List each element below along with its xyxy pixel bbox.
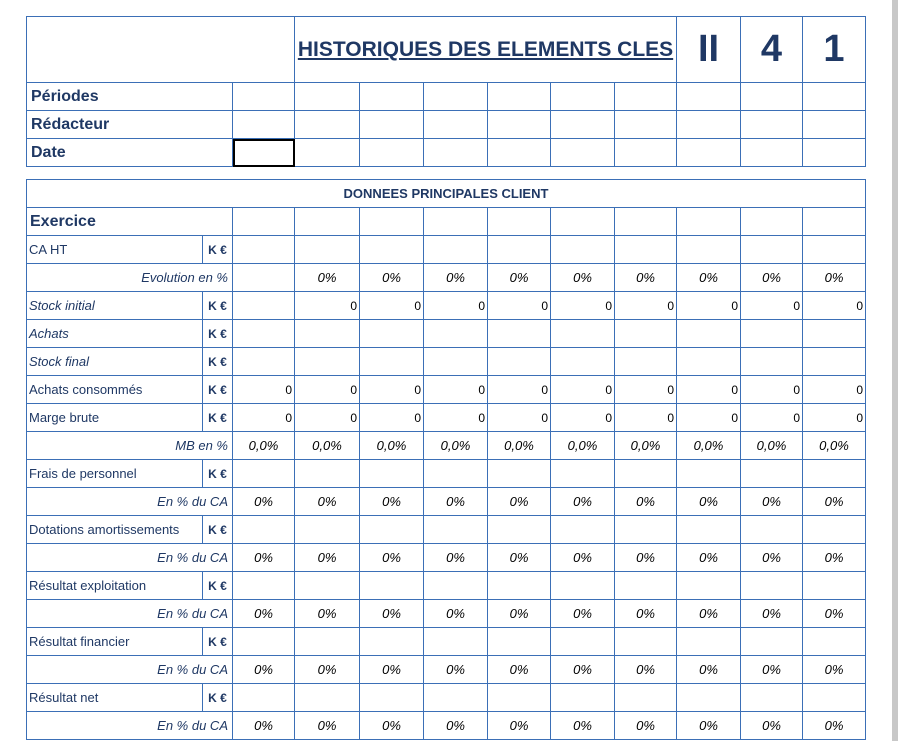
value-cell[interactable]: 0% [677,656,741,684]
value-cell[interactable] [677,572,741,600]
value-cell[interactable]: 0,0% [233,432,295,460]
value-cell[interactable] [615,572,677,600]
cell[interactable] [741,208,803,236]
cell[interactable] [677,111,741,139]
value-cell[interactable]: 0% [551,656,615,684]
row-periodes [27,83,866,111]
cell[interactable] [615,139,677,167]
date-label: Date [27,139,233,167]
value-cell[interactable]: 0,0% [424,432,488,460]
value-cell[interactable]: 0 [677,376,741,404]
value-cell[interactable] [551,684,615,712]
value-cell[interactable]: 0 [233,404,295,432]
value-cell[interactable]: 0,0% [360,432,424,460]
row-dotations [27,516,866,544]
value-cell[interactable] [803,320,866,348]
value-cell[interactable] [677,236,741,264]
value-cell[interactable]: 0% [233,600,295,628]
value-cell[interactable] [360,628,424,656]
value-cell[interactable] [488,684,551,712]
value-cell[interactable] [295,320,360,348]
value-cell[interactable]: 0% [803,488,866,516]
value-cell[interactable] [677,684,741,712]
value-cell[interactable] [741,684,803,712]
value-cell[interactable]: 0 [233,376,295,404]
row-ca-ht [27,236,866,264]
unit-label: K € [203,320,233,348]
value-cell[interactable] [615,236,677,264]
value-cell[interactable]: 0% [424,712,488,740]
value-cell[interactable] [488,572,551,600]
value-cell[interactable]: 0% [488,488,551,516]
value-cell[interactable]: 0 [360,292,424,320]
unit-label: K € [203,460,233,488]
value-cell[interactable]: 0% [551,488,615,516]
vertical-scrollbar[interactable] [892,0,898,741]
value-cell[interactable] [424,628,488,656]
unit-label: K € [203,292,233,320]
cell[interactable] [677,83,741,111]
value-cell[interactable]: 0% [551,544,615,572]
row-financier-pct [27,656,866,684]
value-cell[interactable]: 0% [677,600,741,628]
code-cell-2: 4 [741,17,803,83]
value-cell[interactable] [295,460,360,488]
value-cell[interactable]: 0 [803,376,866,404]
value-cell[interactable] [741,320,803,348]
value-cell[interactable]: 0 [677,292,741,320]
value-cell[interactable]: 0% [677,488,741,516]
value-cell[interactable] [677,348,741,376]
value-cell[interactable]: 0 [360,376,424,404]
cell[interactable] [803,83,866,111]
cell[interactable] [677,139,741,167]
row-label: Frais de personnel [27,460,203,488]
row-evolution [27,264,866,292]
value-cell[interactable]: 0% [551,600,615,628]
unit-label: K € [203,348,233,376]
value-cell[interactable] [615,516,677,544]
value-cell[interactable]: 0% [233,544,295,572]
value-cell[interactable]: 0% [360,656,424,684]
cell[interactable] [551,139,615,167]
value-cell[interactable]: 0 [295,376,360,404]
value-cell[interactable]: 0% [424,544,488,572]
value-cell[interactable]: 0 [295,292,360,320]
value-cell[interactable] [360,572,424,600]
value-cell[interactable] [803,684,866,712]
unit-label: K € [203,404,233,432]
value-cell[interactable] [360,236,424,264]
value-cell[interactable]: 0% [360,712,424,740]
value-cell[interactable] [741,236,803,264]
cell[interactable] [424,111,488,139]
header-table [26,16,866,167]
value-cell[interactable] [233,460,295,488]
value-cell[interactable]: 0% [488,656,551,684]
value-cell[interactable] [295,236,360,264]
header-blank-cell[interactable] [27,17,295,83]
cell[interactable] [615,111,677,139]
value-cell[interactable] [424,572,488,600]
client-data-table [26,179,866,740]
value-cell[interactable]: 0 [615,292,677,320]
value-cell[interactable]: 0% [360,544,424,572]
section-title: DONNEES PRINCIPALES CLIENT [27,180,866,208]
row-achats [27,320,866,348]
value-cell[interactable] [615,320,677,348]
value-cell[interactable]: 0% [677,712,741,740]
cell[interactable] [741,139,803,167]
value-cell[interactable]: 0 [803,292,866,320]
value-cell[interactable]: 0% [615,656,677,684]
row-resultat-exploitation [27,572,866,600]
value-cell[interactable]: 0% [803,712,866,740]
row-achats-consommes [27,376,866,404]
cell[interactable] [741,111,803,139]
row-redacteur [27,111,866,139]
value-cell[interactable]: 0 [551,292,615,320]
value-cell[interactable]: 0% [615,712,677,740]
value-cell[interactable] [803,516,866,544]
value-cell[interactable] [295,572,360,600]
value-cell[interactable] [360,460,424,488]
value-cell[interactable] [233,292,295,320]
value-cell[interactable]: 0% [424,488,488,516]
cell[interactable] [233,83,295,111]
unit-label: K € [203,684,233,712]
row-label: Marge brute [27,404,203,432]
value-cell[interactable] [233,320,295,348]
value-cell[interactable] [424,460,488,488]
value-cell[interactable] [741,628,803,656]
row-stock-final [27,348,866,376]
value-cell[interactable] [803,460,866,488]
value-cell[interactable]: 0% [233,488,295,516]
cell[interactable] [488,83,551,111]
value-cell[interactable] [677,628,741,656]
cell[interactable] [360,208,424,236]
cell[interactable] [295,111,360,139]
value-cell[interactable] [488,320,551,348]
value-cell[interactable] [615,684,677,712]
value-cell[interactable] [360,684,424,712]
value-cell[interactable]: 0% [803,544,866,572]
value-cell[interactable]: 0% [488,264,551,292]
cell[interactable] [360,83,424,111]
value-cell[interactable]: 0,0% [551,432,615,460]
value-cell[interactable] [233,628,295,656]
cell[interactable] [677,208,741,236]
value-cell[interactable]: 0% [295,488,360,516]
cell[interactable] [551,111,615,139]
value-cell[interactable]: 0,0% [803,432,866,460]
value-cell[interactable] [488,628,551,656]
value-cell[interactable]: 0 [360,404,424,432]
value-cell[interactable] [803,628,866,656]
value-cell[interactable]: 0,0% [677,432,741,460]
row-dotations-pct [27,544,866,572]
value-cell[interactable] [360,320,424,348]
value-cell[interactable] [233,348,295,376]
row-label: Achats [27,320,203,348]
value-cell[interactable] [803,348,866,376]
value-cell[interactable] [424,348,488,376]
value-cell[interactable]: 0% [803,656,866,684]
value-cell[interactable]: 0 [803,404,866,432]
row-label: Résultat net [27,684,203,712]
value-cell[interactable]: 0% [295,600,360,628]
unit-label: K € [203,376,233,404]
row-label: Résultat exploitation [27,572,203,600]
value-cell[interactable]: 0 [551,376,615,404]
value-cell[interactable]: 0,0% [741,432,803,460]
value-cell[interactable]: 0% [741,600,803,628]
value-cell[interactable]: 0% [615,544,677,572]
value-cell[interactable] [295,348,360,376]
value-cell[interactable]: 0 [615,376,677,404]
row-net-pct [27,712,866,740]
cell[interactable] [424,139,488,167]
value-cell[interactable]: 0 [741,292,803,320]
value-cell[interactable] [424,320,488,348]
value-cell[interactable]: 0% [615,488,677,516]
value-cell[interactable] [233,572,295,600]
cell[interactable] [741,83,803,111]
cell[interactable] [615,208,677,236]
value-cell[interactable]: 0% [360,488,424,516]
row-marge-brute [27,404,866,432]
unit-label: K € [203,236,233,264]
cell[interactable] [233,208,295,236]
value-cell[interactable]: 0% [741,264,803,292]
exercice-label: Exercice [27,208,233,236]
value-cell[interactable]: 0% [741,544,803,572]
unit-label: K € [203,516,233,544]
cell[interactable] [295,83,360,111]
value-cell[interactable] [551,320,615,348]
row-mb-pct [27,432,866,460]
row-sub-label: Evolution en % [27,264,233,292]
value-cell[interactable]: 0% [360,264,424,292]
value-cell[interactable] [424,516,488,544]
value-cell[interactable] [295,628,360,656]
row-sub-label: MB en % [27,432,233,460]
value-cell[interactable] [677,320,741,348]
value-cell[interactable]: 0 [424,292,488,320]
row-sub-label: En % du CA [27,600,233,628]
value-cell[interactable] [424,684,488,712]
value-cell[interactable] [615,460,677,488]
periodes-label: Périodes [27,83,233,111]
value-cell[interactable]: 0% [803,600,866,628]
selected-cell[interactable] [233,139,295,167]
cell[interactable] [295,208,360,236]
row-resultat-financier [27,628,866,656]
value-cell[interactable]: 0 [677,404,741,432]
row-label: Stock final [27,348,203,376]
code-cell-1: II [677,17,741,83]
cell[interactable] [551,208,615,236]
value-cell[interactable]: 0% [295,656,360,684]
value-cell[interactable]: 0% [551,264,615,292]
value-cell[interactable] [488,236,551,264]
row-date [27,139,866,167]
cell[interactable] [295,139,360,167]
value-cell[interactable]: 0 [295,404,360,432]
row-label: Stock initial [27,292,203,320]
value-cell[interactable]: 0% [295,712,360,740]
value-cell[interactable]: 0% [677,544,741,572]
value-cell[interactable]: 0% [741,488,803,516]
value-cell[interactable]: 0,0% [615,432,677,460]
value-cell[interactable] [741,572,803,600]
page-title: HISTORIQUES DES ELEMENTS CLES [295,17,677,83]
row-label: Achats consommés [27,376,203,404]
value-cell[interactable] [551,460,615,488]
unit-label: K € [203,572,233,600]
value-cell[interactable] [488,460,551,488]
value-cell[interactable]: 0% [551,712,615,740]
value-cell[interactable] [424,236,488,264]
value-cell[interactable] [488,348,551,376]
cell[interactable] [615,83,677,111]
value-cell[interactable]: 0% [615,264,677,292]
value-cell[interactable] [615,348,677,376]
value-cell[interactable] [741,516,803,544]
row-label: CA HT [27,236,203,264]
value-cell[interactable]: 0,0% [295,432,360,460]
value-cell[interactable]: 0 [488,376,551,404]
cell[interactable] [233,111,295,139]
value-cell[interactable] [360,516,424,544]
value-cell[interactable] [233,684,295,712]
value-cell[interactable]: 0% [615,600,677,628]
value-cell[interactable] [551,628,615,656]
value-cell[interactable] [677,516,741,544]
cell[interactable] [488,139,551,167]
value-cell[interactable] [803,572,866,600]
value-cell[interactable] [615,628,677,656]
cell[interactable] [360,111,424,139]
value-cell[interactable]: 0% [741,656,803,684]
value-cell[interactable] [551,572,615,600]
redacteur-label: Rédacteur [27,111,233,139]
value-cell[interactable] [233,264,295,292]
cell[interactable] [803,139,866,167]
value-cell[interactable]: 0% [295,264,360,292]
cell[interactable] [360,139,424,167]
row-label: Dotations amortissements [27,516,203,544]
value-cell[interactable]: 0 [551,404,615,432]
value-cell[interactable]: 0% [488,712,551,740]
value-cell[interactable]: 0% [360,600,424,628]
value-cell[interactable] [295,684,360,712]
value-cell[interactable]: 0 [488,404,551,432]
value-cell[interactable]: 0% [233,656,295,684]
value-cell[interactable] [551,348,615,376]
cell[interactable] [424,83,488,111]
value-cell[interactable]: 0,0% [488,432,551,460]
value-cell[interactable]: 0% [741,712,803,740]
row-frais-pct [27,488,866,516]
value-cell[interactable]: 0% [488,544,551,572]
value-cell[interactable]: 0% [424,264,488,292]
value-cell[interactable] [803,236,866,264]
value-cell[interactable]: 0% [424,656,488,684]
cell[interactable] [424,208,488,236]
value-cell[interactable] [295,516,360,544]
value-cell[interactable] [551,516,615,544]
value-cell[interactable]: 0 [424,376,488,404]
value-cell[interactable]: 0% [488,600,551,628]
value-cell[interactable]: 0% [233,712,295,740]
value-cell[interactable] [360,348,424,376]
cell[interactable] [551,83,615,111]
value-cell[interactable] [741,460,803,488]
value-cell[interactable] [551,236,615,264]
value-cell[interactable] [677,460,741,488]
unit-label: K € [203,628,233,656]
value-cell[interactable]: 0 [741,376,803,404]
value-cell[interactable]: 0 [488,292,551,320]
value-cell[interactable]: 0 [424,404,488,432]
value-cell[interactable] [488,516,551,544]
row-sub-label: En % du CA [27,656,233,684]
row-sub-label: En % du CA [27,712,233,740]
value-cell[interactable]: 0 [615,404,677,432]
value-cell[interactable] [233,236,295,264]
row-label: Résultat financier [27,628,203,656]
cell[interactable] [803,111,866,139]
value-cell[interactable]: 0% [424,600,488,628]
row-sub-label: En % du CA [27,488,233,516]
value-cell[interactable]: 0 [741,404,803,432]
cell[interactable] [803,208,866,236]
cell[interactable] [488,111,551,139]
row-exploitation-pct [27,600,866,628]
row-sub-label: En % du CA [27,544,233,572]
value-cell[interactable]: 0% [803,264,866,292]
cell[interactable] [488,208,551,236]
value-cell[interactable] [741,348,803,376]
value-cell[interactable] [233,516,295,544]
row-stock-initial [27,292,866,320]
row-frais-personnel [27,460,866,488]
value-cell[interactable]: 0% [677,264,741,292]
row-resultat-net [27,684,866,712]
value-cell[interactable]: 0% [295,544,360,572]
code-cell-3: 1 [803,17,866,83]
